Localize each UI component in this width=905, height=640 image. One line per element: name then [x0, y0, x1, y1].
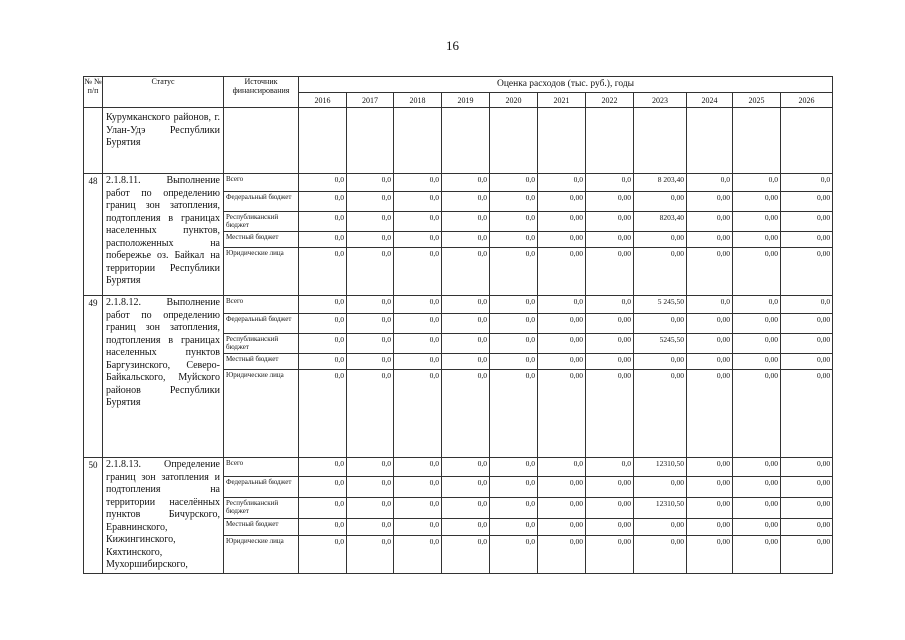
value-cell: 0,00	[586, 248, 634, 296]
value-cell: 0,00	[781, 212, 833, 232]
value-cell: 0,0	[733, 174, 781, 192]
value-cell: 0,00	[733, 314, 781, 334]
value-cell: 0,00	[634, 519, 687, 536]
value-cell: 0,00	[538, 536, 586, 573]
value-cell: 0,0	[394, 192, 442, 212]
year-header: 2025	[733, 93, 781, 108]
value-cell: 0,00	[538, 477, 586, 498]
value-cell: 0,00	[586, 498, 634, 519]
value-cell: 0,00	[687, 354, 733, 370]
value-cell: 0,00	[733, 334, 781, 354]
value-cell: 0,0	[347, 248, 394, 296]
value-cell: 0,0	[347, 314, 394, 334]
year-header: 2017	[347, 93, 394, 108]
value-cell: 0,00	[634, 248, 687, 296]
value-cell: 0,00	[634, 232, 687, 248]
value-cell: 0,0	[442, 296, 490, 314]
value-cell: 0,0	[490, 477, 538, 498]
value-cell: 0,00	[733, 232, 781, 248]
value-cell: 0,00	[781, 192, 833, 212]
header-status: Статус	[103, 77, 224, 108]
value-cell: 0,0	[586, 174, 634, 192]
value-cell: 0,0	[299, 212, 347, 232]
value-cell: 0,0	[299, 296, 347, 314]
value-cell: 0,00	[687, 477, 733, 498]
funding-source: Юридические лица	[224, 248, 299, 296]
value-cell: 0,0	[347, 212, 394, 232]
header-row	[84, 77, 833, 93]
year-header: 2024	[687, 93, 733, 108]
value-cell: 0,00	[687, 370, 733, 458]
page-number: 16	[446, 38, 459, 53]
value-cell: 0,00	[687, 334, 733, 354]
funding-source: Республиканский бюджет	[224, 498, 299, 519]
value-cell: 0,0	[442, 212, 490, 232]
value-cell: 0,0	[347, 477, 394, 498]
year-header: 2022	[586, 93, 634, 108]
value-cell: 0,00	[781, 458, 833, 477]
value-cell: 0,0	[299, 536, 347, 573]
value-cell: 0,0	[299, 498, 347, 519]
value-cell: 0,00	[733, 519, 781, 536]
value-cell: 0,0	[442, 314, 490, 334]
value-cell: 0,0	[538, 296, 586, 314]
year-header: 2019	[442, 93, 490, 108]
value-cell: 0,0	[442, 174, 490, 192]
value-cell: 0,0	[394, 458, 442, 477]
value-cell: 0,0	[442, 477, 490, 498]
value-cell: 0,00	[586, 519, 634, 536]
value-cell: 0,00	[733, 370, 781, 458]
value-cell: 0,0	[490, 212, 538, 232]
value-cell: 0,0	[394, 232, 442, 248]
table-body	[84, 77, 833, 574]
value-cell: 0,0	[347, 296, 394, 314]
value-cell: 0,0	[394, 174, 442, 192]
value-cell: 0,0	[394, 354, 442, 370]
value-cell: 0,0	[442, 232, 490, 248]
value-cell: 0,0	[299, 248, 347, 296]
value-cell: 0,00	[538, 232, 586, 248]
continuation-row	[84, 108, 833, 174]
value-cell: 0,0	[442, 192, 490, 212]
value-cell: 0,0	[442, 370, 490, 458]
value-cell: 0,00	[687, 458, 733, 477]
value-cell: 0,00	[733, 498, 781, 519]
funding-source: Федеральный бюджет	[224, 477, 299, 498]
value-cell: 0,0	[299, 174, 347, 192]
item-number: 49	[84, 296, 103, 458]
value-cell: 0,00	[781, 314, 833, 334]
value-cell: 0,0	[394, 477, 442, 498]
value-cell: 0,0	[687, 296, 733, 314]
value-cell: 0,0	[490, 519, 538, 536]
value-cell: 0,00	[781, 477, 833, 498]
value-cell: 0,0	[442, 536, 490, 573]
value-cell: 0,00	[538, 314, 586, 334]
value-cell: 5 245,50	[634, 296, 687, 314]
value-cell: 0,0	[394, 370, 442, 458]
value-cell: 0,0	[394, 498, 442, 519]
value-cell: 0,0	[490, 296, 538, 314]
value-cell: 0,0	[490, 370, 538, 458]
value-cell: 0,0	[347, 334, 394, 354]
value-cell: 0,0	[299, 519, 347, 536]
value-cell: 0,0	[394, 334, 442, 354]
value-cell: 0,0	[733, 296, 781, 314]
value-cell: 0,0	[442, 334, 490, 354]
value-cell: 0,0	[490, 458, 538, 477]
value-cell: 0,00	[586, 370, 634, 458]
funding-source: Юридические лица	[224, 536, 299, 573]
value-cell: 0,00	[586, 477, 634, 498]
value-cell: 0,0	[347, 370, 394, 458]
value-cell: 0,0	[394, 296, 442, 314]
value-cell: 0,0	[299, 192, 347, 212]
value-cell: 0,0	[490, 334, 538, 354]
value-cell: 0,00	[733, 536, 781, 573]
value-cell: 0,0	[538, 458, 586, 477]
item-status: 2.1.8.13. Определение границ зон затопления и подтопления на территории населённых пунктов Бичурского, Еравнинского, Кижингинского, Кяхтинского, Мухоршибирского,	[103, 458, 224, 574]
year-header: 2018	[394, 93, 442, 108]
value-cell: 0,0	[299, 370, 347, 458]
funding-source: Местный бюджет	[224, 519, 299, 536]
value-cell: 0,00	[634, 477, 687, 498]
funding-source: Юридические лица	[224, 370, 299, 458]
value-cell: 0,0	[442, 248, 490, 296]
value-cell: 0,0	[781, 174, 833, 192]
year-header: 2021	[538, 93, 586, 108]
value-cell: 0,00	[781, 498, 833, 519]
value-cell: 0,0	[394, 519, 442, 536]
value-cell: 0,00	[781, 334, 833, 354]
value-cell: 0,0	[442, 354, 490, 370]
value-cell: 0,00	[586, 536, 634, 573]
value-cell: 0,00	[634, 536, 687, 573]
value-cell: 0,0	[490, 498, 538, 519]
value-cell: 8 203,40	[634, 174, 687, 192]
continuation-num	[84, 108, 103, 174]
header-source: Источник финансирования	[224, 77, 299, 108]
value-cell: 0,00	[538, 354, 586, 370]
value-cell: 0,0	[442, 458, 490, 477]
value-cell: 12310,50	[634, 498, 687, 519]
value-cell: 0,00	[538, 498, 586, 519]
funding-source: Всего	[224, 458, 299, 477]
funding-source: Республиканский бюджет	[224, 212, 299, 232]
value-cell: 0,0	[490, 232, 538, 248]
value-cell: 0,0	[347, 174, 394, 192]
value-cell: 0,00	[586, 354, 634, 370]
value-cell: 0,0	[347, 458, 394, 477]
item-number: 48	[84, 174, 103, 296]
value-cell: 0,00	[538, 212, 586, 232]
year-header: 2020	[490, 93, 538, 108]
value-cell: 0,00	[634, 192, 687, 212]
budget-table	[83, 76, 833, 574]
value-cell: 0,0	[490, 314, 538, 334]
value-cell: 0,00	[781, 354, 833, 370]
value-cell: 0,0	[347, 498, 394, 519]
value-cell: 0,00	[687, 314, 733, 334]
value-cell: 0,00	[634, 314, 687, 334]
item-number: 50	[84, 458, 103, 574]
value-cell: 0,00	[687, 212, 733, 232]
value-cell: 0,00	[538, 192, 586, 212]
item-status: 2.1.8.11. Выполнение работ по определению границ зон затопления, подтопления в границах населенных пунктов, расположенных на побережье оз. Байкал на территории Республики Бурятия	[103, 174, 224, 296]
funding-source: Федеральный бюджет	[224, 192, 299, 212]
value-cell: 0,00	[586, 212, 634, 232]
value-cell: 0,00	[634, 354, 687, 370]
funding-source: Всего	[224, 174, 299, 192]
value-cell: 0,0	[442, 519, 490, 536]
value-cell: 0,0	[347, 232, 394, 248]
table-row	[84, 296, 833, 314]
value-cell: 0,0	[299, 354, 347, 370]
value-cell: 0,00	[538, 248, 586, 296]
value-cell: 0,0	[299, 232, 347, 248]
year-header: 2026	[781, 93, 833, 108]
funding-source: Республиканский бюджет	[224, 334, 299, 354]
funding-source: Всего	[224, 296, 299, 314]
value-cell: 0,00	[538, 370, 586, 458]
value-cell: 0,00	[538, 519, 586, 536]
table-row	[84, 174, 833, 192]
value-cell: 0,00	[733, 212, 781, 232]
value-cell: 0,00	[781, 536, 833, 573]
value-cell: 0,0	[442, 498, 490, 519]
value-cell: 0,00	[586, 192, 634, 212]
value-cell: 0,0	[347, 192, 394, 212]
value-cell: 0,00	[733, 354, 781, 370]
value-cell: 0,00	[781, 370, 833, 458]
value-cell: 0,0	[394, 248, 442, 296]
value-cell: 0,0	[490, 192, 538, 212]
value-cell: 0,0	[394, 314, 442, 334]
funding-source: Местный бюджет	[224, 232, 299, 248]
value-cell: 0,00	[733, 458, 781, 477]
value-cell: 0,00	[781, 519, 833, 536]
value-cell: 0,0	[490, 174, 538, 192]
value-cell: 0,0	[347, 354, 394, 370]
funding-source: Федеральный бюджет	[224, 314, 299, 334]
value-cell: 0,00	[687, 536, 733, 573]
value-cell: 0,0	[394, 536, 442, 573]
year-header: 2023	[634, 93, 687, 108]
table-row	[84, 458, 833, 477]
value-cell: 0,0	[490, 536, 538, 573]
value-cell: 0,00	[687, 232, 733, 248]
value-cell: 0,0	[299, 314, 347, 334]
value-cell: 0,0	[299, 334, 347, 354]
value-cell: 0,00	[733, 248, 781, 296]
value-cell: 0,00	[687, 519, 733, 536]
value-cell: 0,0	[347, 536, 394, 573]
value-cell: 0,00	[733, 477, 781, 498]
value-cell: 0,00	[634, 370, 687, 458]
header-spending-title: Оценка расходов (тыс. руб.), годы	[299, 77, 833, 93]
year-header: 2016	[299, 93, 347, 108]
funding-source: Местный бюджет	[224, 354, 299, 370]
header-num: № № п/п	[84, 77, 103, 108]
value-cell: 0,00	[586, 232, 634, 248]
value-cell: 0,00	[687, 498, 733, 519]
value-cell: 0,00	[687, 192, 733, 212]
value-cell: 0,0	[687, 174, 733, 192]
value-cell: 0,0	[299, 477, 347, 498]
item-status: 2.1.8.12. Выполнение работ по определению границ зон затопления, подтопления в границах населенных пунктов Баргузинского, Северо-Байкальского, Муйского районов Республики Бурятия	[103, 296, 224, 458]
value-cell: 0,0	[586, 296, 634, 314]
value-cell: 0,0	[347, 519, 394, 536]
value-cell: 0,0	[299, 458, 347, 477]
continuation-source	[224, 108, 299, 174]
value-cell: 8203,40	[634, 212, 687, 232]
value-cell: 5245,50	[634, 334, 687, 354]
value-cell: 0,00	[733, 192, 781, 212]
value-cell: 0,00	[586, 314, 634, 334]
value-cell: 0,00	[781, 248, 833, 296]
value-cell: 0,0	[394, 212, 442, 232]
value-cell: 0,00	[586, 334, 634, 354]
value-cell: 0,0	[586, 458, 634, 477]
continuation-status: Курумканского районов, г. Улан-Удэ Республики Бурятия	[103, 108, 224, 174]
value-cell: 0,00	[538, 334, 586, 354]
value-cell: 0,0	[490, 354, 538, 370]
value-cell: 12310,50	[634, 458, 687, 477]
value-cell: 0,00	[687, 248, 733, 296]
value-cell: 0,0	[781, 296, 833, 314]
value-cell: 0,0	[538, 174, 586, 192]
value-cell: 0,00	[781, 232, 833, 248]
value-cell: 0,0	[490, 248, 538, 296]
